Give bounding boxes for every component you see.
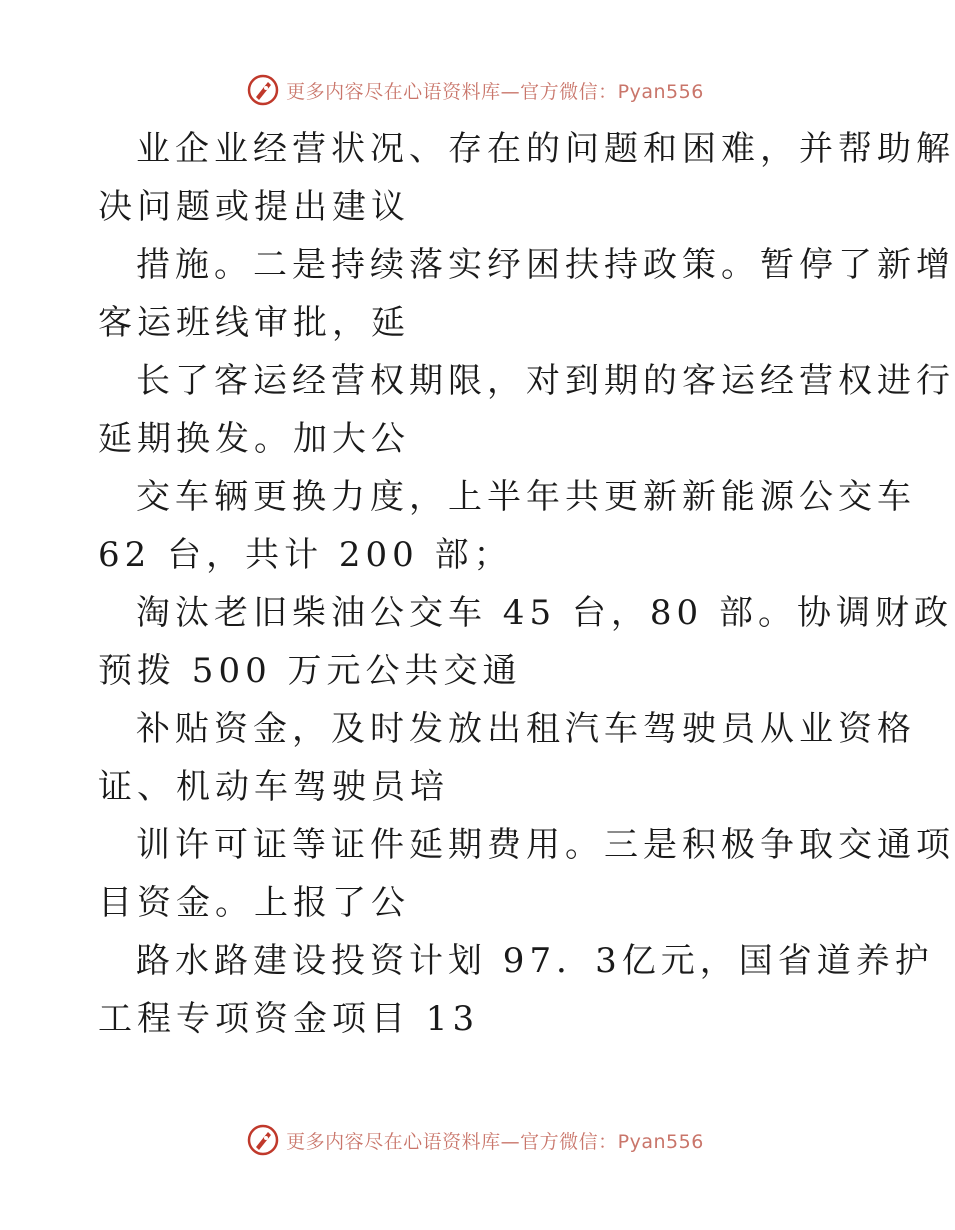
text-line: 淘汰老旧柴油公交车 45 台，80 部。协调财政 <box>136 593 953 633</box>
pen-nib-logo-icon <box>246 73 280 107</box>
watermark-text: 更多内容尽在心语资料库—官方微信：Pyan556 <box>286 80 704 103</box>
pen-nib-logo-icon <box>246 1123 280 1157</box>
text-line: 证、机动车驾驶员培 <box>98 767 449 807</box>
footer-watermark <box>0 1120 950 1160</box>
text-line: 预拨 500 万元公共交通 <box>98 651 522 691</box>
document-body <box>98 120 955 1048</box>
watermark-text: 更多内容尽在心语资料库—官方微信：Pyan556 <box>286 1130 704 1153</box>
text-line: 交车辆更换力度，上半年共更新新能源公交车 <box>136 477 916 517</box>
text-line: 补贴资金，及时发放出租汽车驾驶员从业资格 <box>136 709 916 749</box>
header-watermark <box>0 70 950 110</box>
text-line: 业企业经营状况、存在的问题和困难，并帮助解 <box>136 129 955 169</box>
text-line: 62 台，共计 200 部； <box>98 535 513 575</box>
text-line: 延期换发。加大公 <box>98 419 410 459</box>
text-line: 目资金。上报了公 <box>98 883 410 923</box>
text-line: 路水路建设投资计划 97．3亿元，国省道养护 <box>136 941 934 981</box>
text-line: 决问题或提出建议 <box>98 187 410 227</box>
text-line: 客运班线审批，延 <box>98 303 410 343</box>
text-line: 工程专项资金项目 13 <box>98 999 480 1039</box>
text-line: 训许可证等证件延期费用。三是积极争取交通项 <box>136 825 955 865</box>
text-line: 措施。二是持续落实纾困扶持政策。暂停了新增 <box>136 245 955 285</box>
text-line: 长了客运经营权期限，对到期的客运经营权进行 <box>136 361 955 401</box>
